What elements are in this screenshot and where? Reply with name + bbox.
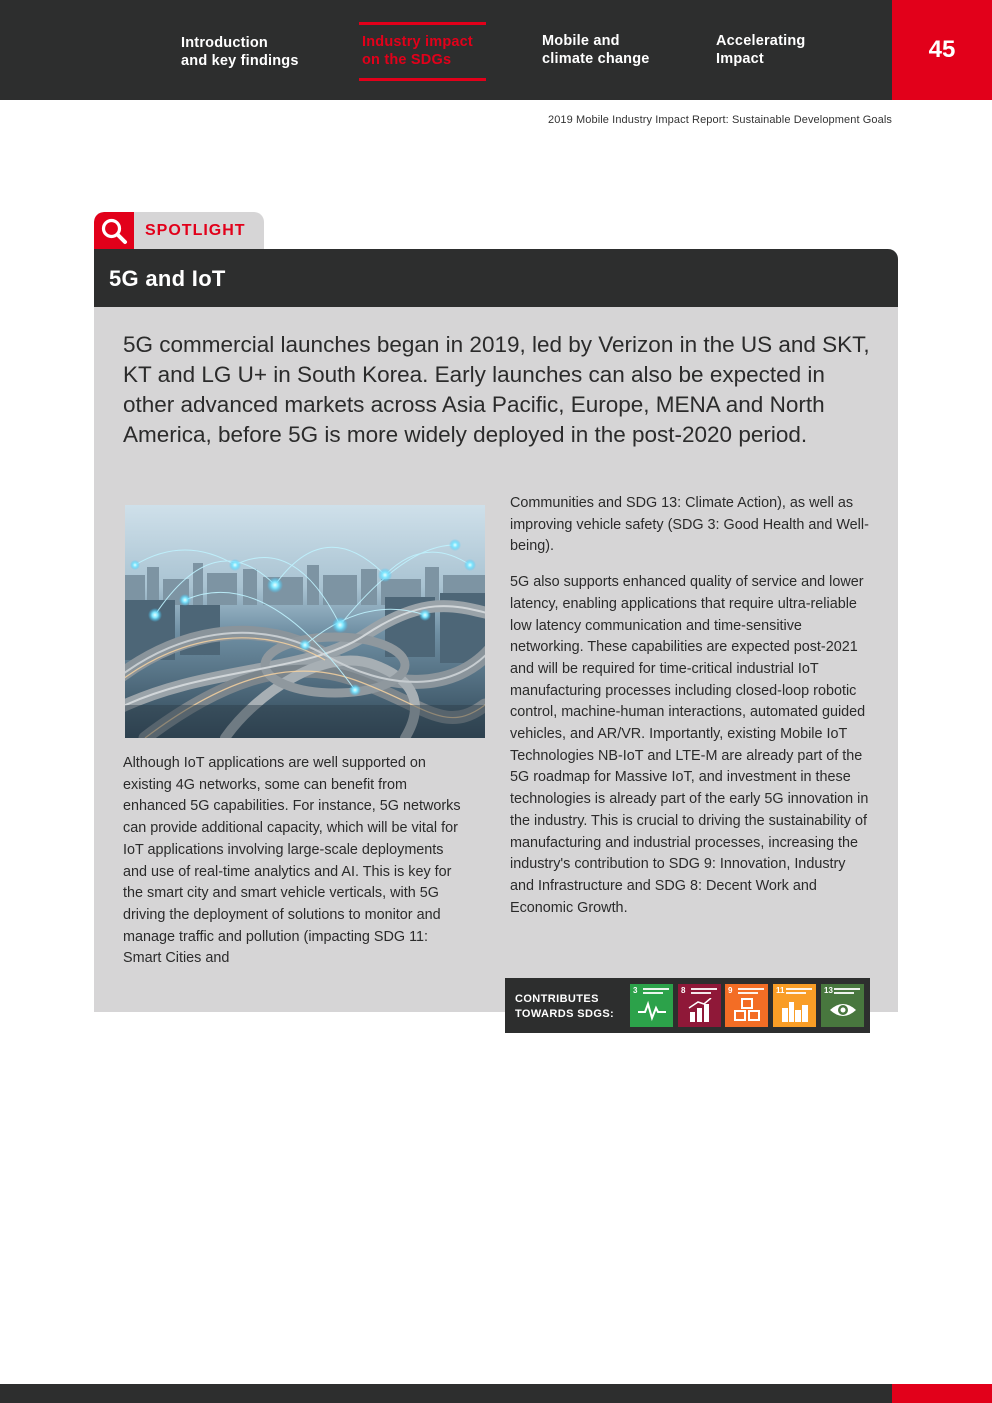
sdg-contributes-label [515, 992, 614, 1022]
sdg-number: 11 [776, 986, 785, 995]
sdg-label-line1: CONTRIBUTES [515, 993, 599, 1005]
sdg-9-tile[interactable] [725, 984, 768, 1027]
spotlight-tab [94, 212, 264, 250]
5g-city-highway-photo [125, 505, 485, 738]
nav-accelerating-impact[interactable] [716, 32, 805, 68]
lead-paragraph: 5G commercial launches began in 2019, led by Verizon in the US and SKT, KT and LG U+ in South Korea. Early launches can also be expected in other advanced markets across Asia Pacific, Europe, MENA and North America, before 5G is more widely deployed in the post-2020 period. [123, 332, 870, 447]
heartbeat-icon [638, 998, 666, 1022]
sdg-number: 13 [824, 986, 833, 995]
page-number: 45 [892, 0, 992, 100]
spotlight-icon-box [94, 212, 134, 250]
nav-intro-key-findings[interactable] [181, 34, 299, 70]
report-title: 2019 Mobile Industry Impact Report: Sustainable Development Goals [547, 114, 892, 126]
nav-label-line2: Impact [716, 51, 764, 67]
footer-bar [0, 1384, 892, 1403]
eye-globe-icon [829, 998, 857, 1022]
sdg-number: 9 [728, 986, 733, 995]
sdg-3-tile[interactable] [630, 984, 673, 1027]
sdg-8-tile[interactable] [678, 984, 721, 1027]
search-icon [100, 217, 128, 245]
nav-industry-impact-sdgs[interactable] [359, 22, 486, 81]
sdg-13-tile[interactable] [821, 984, 864, 1027]
body-text-left-column: Although IoT applications are well supported on existing 4G networks, some can benefit from enhanced 5G capabilities. For instance, 5G networks can provide additional capacity, which will be vital for IoT applications involving large-scale deployments and use of real-time analytics and AI. This is key for the smart city and smart vehicle verticals, with 5G driving the deployment of solutions to monitor and manage traffic and pollution (impacting SDG 11: Smart Cities and [123, 755, 461, 967]
footer-accent-bar [892, 1384, 992, 1403]
growth-chart-icon [686, 998, 714, 1022]
section-title-bar [94, 249, 898, 307]
sdg-label-line2: TOWARDS SDGS: [515, 1008, 615, 1020]
nav-label-line2: and key findings [181, 53, 299, 69]
nav-label-line1: Industry impact [362, 34, 473, 50]
nav-label-line2: on the SDGs [362, 52, 452, 68]
nav-mobile-climate-change[interactable] [542, 32, 650, 68]
sdg-number: 8 [681, 986, 686, 995]
nav-label-line1: Mobile and [542, 33, 620, 49]
cubes-icon [733, 998, 761, 1022]
spotlight-label: SPOTLIGHT [145, 222, 246, 239]
sdg-contributions-box [505, 978, 870, 1033]
section-title: 5G and IoT [109, 266, 226, 291]
nav-label-line1: Introduction [181, 35, 268, 51]
body-text-right-column [510, 493, 872, 919]
right-column-paragraph-1: Communities and SDG 13: Climate Action), as well as improving vehicle safety (SDG 3: Good Health and Well-being). [510, 495, 869, 555]
city-icon [781, 998, 809, 1022]
right-column-paragraph-2: 5G also supports enhanced quality of service and lower latency, enabling applications that require ultra-reliable low latency communication and time-sensitive networking. These capabilities are expected post-2021 and will be required for time-critical industrial IoT manufacturing processes including closed-loop robotic control, machine-human interactions, automated guided vehicles, and AR/VR. Importantly, existing Mobile IoT Technologies NB-IoT and LTE-M are already part of the 5G roadmap for Massive IoT, and investment in these technologies is already part of the early 5G innovation in the industry. This is crucial to driving the sustainability of manufacturing and industrial processes, increasing the industry's contribution to SDG 9: Innovation, Industry and Infrastructure and SDG 8: Decent Work and Economic Growth. [510, 574, 869, 916]
top-navigation-bar [0, 0, 992, 100]
nav-label-line2: climate change [542, 51, 650, 67]
sdg-11-tile[interactable] [773, 984, 816, 1027]
nav-label-line1: Accelerating [716, 33, 806, 49]
sdg-number: 3 [633, 986, 638, 995]
